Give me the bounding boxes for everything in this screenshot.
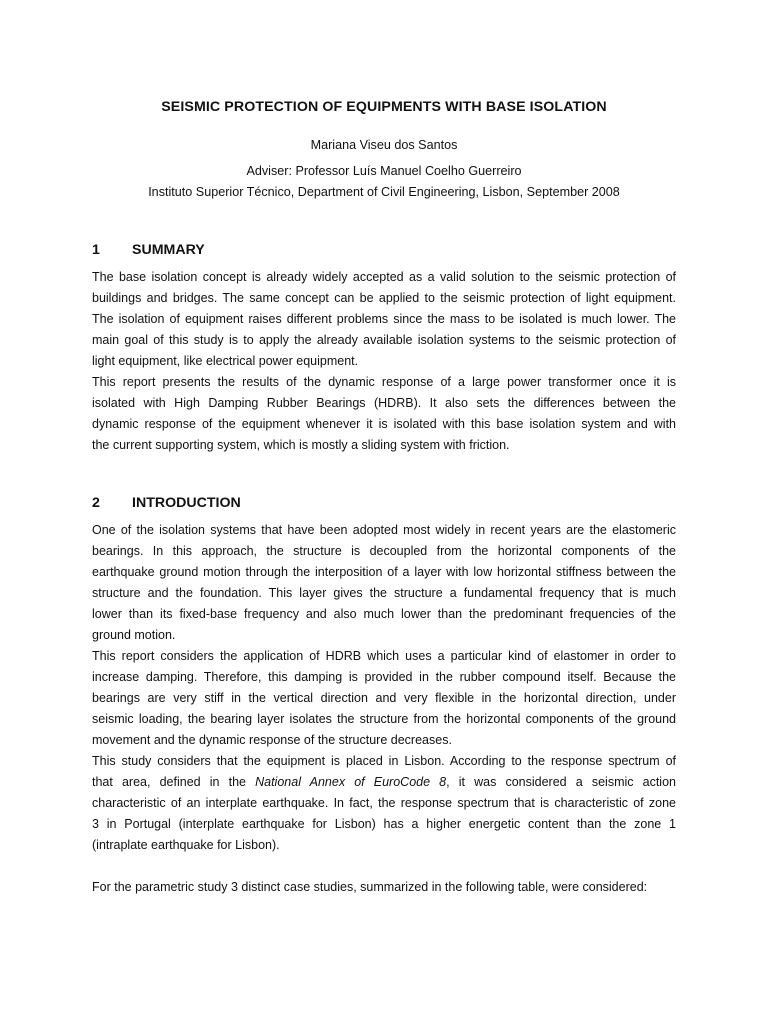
summary-paragraph-2 bbox=[92, 372, 676, 456]
paper-title: SEISMIC PROTECTION OF EQUIPMENTS WITH BASE ISOLATION bbox=[161, 99, 607, 115]
text-line: seismic loading, the bearing layer isolates the structure from the horizontal components of the ground bbox=[92, 712, 676, 726]
citation-italic: National Annex of EuroCode 8 bbox=[255, 775, 447, 789]
introduction-paragraph-3 bbox=[92, 751, 676, 856]
text-line: This study considers that the equipment is placed in Lisbon. According to the response spectrum of bbox=[92, 754, 676, 768]
institute-line: Instituto Superior Técnico, Department of Civil Engineering, Lisbon, September 2008 bbox=[148, 185, 620, 199]
text-line: bearings. In this approach, the structure is decoupled from the horizontal components of the bbox=[92, 544, 676, 558]
text-line: (intraplate earthquake for Lisbon). bbox=[92, 838, 280, 852]
text-line: isolated with High Damping Rubber Bearings (HDRB). It also sets the differences between the bbox=[92, 396, 676, 410]
text-line: structure and the foundation. This layer gives the structure a fundamental frequency that is much bbox=[92, 586, 676, 600]
text-segment: , it was considered a seismic action bbox=[446, 775, 676, 789]
introduction-paragraph-4 bbox=[92, 877, 676, 898]
text-line: characteristic of an interplate earthquake. In fact, the response spectrum that is characteristic of zone bbox=[92, 796, 676, 810]
text-line: light equipment, like electrical power equipment. bbox=[92, 354, 359, 368]
section-number: 1 bbox=[92, 242, 100, 258]
text-line: The base isolation concept is already widely accepted as a valid solution to the seismic protection of bbox=[92, 270, 676, 284]
text-line: lower than its fixed-base frequency and also much lower than the predominant frequencies of the bbox=[92, 607, 676, 621]
text-line: ground motion. bbox=[92, 628, 176, 642]
text-line: dynamic response of the equipment whenever it is isolated with this base isolation system and with bbox=[92, 417, 676, 431]
text-line: For the parametric study 3 distinct case studies, summarized in the following table, were considered: bbox=[92, 880, 648, 894]
introduction-paragraph-2 bbox=[92, 646, 676, 751]
section-heading-introduction bbox=[92, 495, 241, 511]
adviser-line: Adviser: Professor Luís Manuel Coelho Guerreiro bbox=[246, 164, 522, 178]
text-line: buildings and bridges. The same concept can be applied to the seismic protection of light equipment. bbox=[92, 291, 676, 305]
text-line: 3 in Portugal (interplate earthquake for Lisbon) has a higher energetic content than the zone 1 bbox=[92, 817, 676, 831]
text-line: earthquake ground motion through the interposition of a layer with low horizontal stiffness between the bbox=[92, 565, 676, 579]
text-line: This report considers the application of HDRB which uses a particular kind of elastomer in order to bbox=[92, 649, 676, 663]
summary-paragraph-1 bbox=[92, 267, 676, 372]
text-line: movement and the dynamic response of the structure decreases. bbox=[92, 733, 452, 747]
section-heading-summary bbox=[92, 242, 205, 258]
section-title: SUMMARY bbox=[132, 242, 205, 258]
text-segment: that area, defined in the bbox=[92, 775, 246, 789]
text-line: bearings are very stiff in the vertical direction and very flexible in the horizontal direction, under bbox=[92, 691, 676, 705]
text-line: The isolation of equipment raises different problems since the mass to be isolated is much lower. The bbox=[92, 312, 676, 326]
text-line: the current supporting system, which is mostly a sliding system with friction. bbox=[92, 438, 510, 452]
text-line-with-citation bbox=[92, 772, 676, 793]
section-number: 2 bbox=[92, 495, 100, 511]
introduction-paragraph-1 bbox=[92, 520, 676, 646]
text-line: increase damping. Therefore, this damping is provided in the rubber compound itself. Because the bbox=[92, 670, 676, 684]
text-line: main goal of this study is to apply the already available isolation systems to the seismic protection of bbox=[92, 333, 676, 347]
text-line: This report presents the results of the dynamic response of a large power transformer once it is bbox=[92, 375, 676, 389]
text-line: One of the isolation systems that have been adopted most widely in recent years are the elastomeric bbox=[92, 523, 676, 537]
section-title: INTRODUCTION bbox=[132, 495, 241, 511]
author-name: Mariana Viseu dos Santos bbox=[310, 138, 458, 152]
